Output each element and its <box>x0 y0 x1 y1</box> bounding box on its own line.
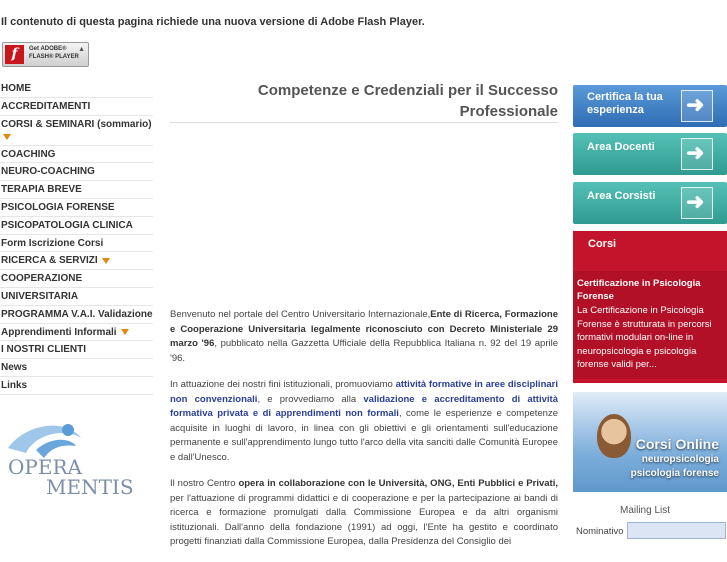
text-run: Benvenuto nel portale del Centro Universitario Internazionale, <box>170 309 431 320</box>
online-subtitle-1: neuropsicologia <box>641 454 719 465</box>
scroll-arrow-icon: ▲ <box>78 46 85 53</box>
nav-programma-vai[interactable] <box>0 306 153 324</box>
opera-mentis-logo[interactable] <box>6 418 134 499</box>
nav-nostri-clienti[interactable] <box>0 341 153 359</box>
intro-paragraph <box>170 308 558 366</box>
nav-label: Form Iscrizione Corsi <box>1 237 104 249</box>
main-content <box>170 308 558 562</box>
nav-label: NEURO-COACHING <box>1 166 95 178</box>
nav-coaching[interactable] <box>0 146 153 164</box>
logo-text-mentis: MENTIS <box>46 475 134 499</box>
nav-accreditamenti[interactable] <box>0 98 153 116</box>
nav-psicopatologia-clinica[interactable] <box>0 217 153 235</box>
nav-label: CORSI & SEMINARI (sommario) <box>1 118 152 130</box>
nav-news[interactable] <box>0 359 153 377</box>
corsi-news-box[interactable] <box>573 231 727 383</box>
nav-terapia-breve[interactable] <box>0 181 153 199</box>
text-run: In attuazione dei nostri fini istituzionali, promuoviamo <box>170 379 396 390</box>
nav-psicologia-forense[interactable] <box>0 199 153 217</box>
nav-label: ACCREDITAMENTI <box>1 100 91 112</box>
corsi-online-banner[interactable] <box>573 392 727 492</box>
nav-links[interactable] <box>0 377 153 395</box>
flash-button-line2: FLASH® PLAYER <box>29 54 79 60</box>
text-run-bold: opera in collaborazione con le Università, ONG, Enti Pubblici e Privati, <box>238 478 558 489</box>
promo-area-docenti[interactable] <box>573 133 727 175</box>
arrow-right-icon: ➜ <box>681 138 713 170</box>
text-run: Il nostro Centro <box>170 478 239 489</box>
nav-form-iscrizione[interactable] <box>0 235 153 253</box>
text-run-bold: Ente di Ricerca, Formazione e Cooperazione Universitaria legalmente riconosciuto con Decreto Ministeriale 29 marzo '96 <box>170 309 559 349</box>
promo-certifica-esperienza[interactable] <box>573 85 727 127</box>
text-run: per l'attuazione di programmi didattici e di cooperazione e per la partecipazione ai bandi di ricerca e formazione promulgati dalla Commissione Europea e da altri organismi istituzionali. Dall'anno della fondazione (1991) ad oggi, l'Ente ha gestito e coordinato progetti finanziati dalla Commissione Europea, dalla Presidenza del Consiglio dei <box>170 492 558 547</box>
nav-label: RICERCA & SERVIZI <box>1 255 98 267</box>
nav-neuro-coaching[interactable] <box>0 163 153 181</box>
nav-apprendimenti-informali[interactable] <box>0 324 153 342</box>
nav-label: News <box>1 362 28 374</box>
nav-home[interactable] <box>0 80 153 98</box>
logo-graphic-icon <box>6 418 134 499</box>
page-title-line1: Competenze e Credenziali per il Successo <box>257 82 558 99</box>
sidebar-nav <box>0 80 153 395</box>
nominativo-label: Nominativo <box>576 526 624 537</box>
nav-label: PSICOPATOLOGIA CLINICA <box>1 219 133 231</box>
promo-label: Area Corsisti <box>587 190 656 202</box>
text-run: , come le esperienze e competenze acquisite in luoghi di lavoro, in linea con gli obiettivi e gli orientamenti sull'educazione permanente e sull'apprendimento lungo tutto l'arco della vita sanciti dalle Comunità Europee e dall'Unesco. <box>170 408 559 463</box>
nav-label: COACHING <box>1 148 56 160</box>
nav-label: PROGRAMMA V.A.I. Validazione <box>1 308 153 320</box>
nav-cooperazione[interactable] <box>0 270 153 288</box>
arrow-right-icon: ➜ <box>681 90 713 122</box>
nav-label: PSICOLOGIA FORENSE <box>1 201 115 213</box>
corsi-description: La Certificazione in Psicologia Forense è strutturata in percorsi formativi modulari on-line in neuropsicologia e psicologia forense validi per... <box>577 305 712 370</box>
mailing-list-title: Mailing List <box>620 505 671 516</box>
get-flash-player-button[interactable] <box>2 42 89 67</box>
link-attivita-formative[interactable]: attività formative in aree disciplinari non convenzionali <box>170 379 558 405</box>
flash-f-icon: f <box>5 45 24 64</box>
nominativo-input[interactable] <box>627 522 726 539</box>
page-title-line2: Professionale <box>459 103 558 120</box>
flash-button-line1: Get ADOBE® <box>29 46 67 52</box>
promo-label: Area Docenti <box>587 141 655 153</box>
collaboration-paragraph <box>170 477 558 550</box>
mission-paragraph <box>170 378 558 465</box>
text-run: , pubblicato nella Gazzetta Ufficiale della Repubblica Italiana n. 92 del 19 aprile '96. <box>170 338 558 364</box>
link-validazione[interactable]: validazione e accreditamento di attività formativa privata e di apprendimenti non formali <box>170 393 558 419</box>
corsi-header: Corsi <box>588 238 617 250</box>
corsi-title-link[interactable]: Certificazione in Psicologia Forense <box>577 278 701 302</box>
nav-universitaria[interactable] <box>0 288 153 306</box>
online-title: Corsi Online <box>635 436 719 452</box>
nav-label: Apprendimenti Informali <box>1 326 117 338</box>
dropdown-caret-icon <box>3 134 11 140</box>
promo-area-corsisti[interactable] <box>573 182 727 224</box>
nav-ricerca-servizi[interactable] <box>0 252 153 270</box>
logo-text-opera: OPERA <box>8 455 82 479</box>
nav-label: UNIVERSITARIA <box>1 290 79 302</box>
title-divider <box>170 122 558 123</box>
nav-label: Links <box>1 379 28 391</box>
page-title <box>168 80 558 122</box>
text-run: , e provvediamo alla <box>257 393 364 405</box>
promo-label: Certifica la tua esperienza <box>587 91 663 116</box>
flash-notice: Il contenuto di questa pagina richiede una nuova versione di Adobe Flash Player. <box>1 16 425 28</box>
online-subtitle-2: psicologia forense <box>630 468 719 479</box>
person-photo <box>597 414 631 458</box>
arrow-right-icon: ➜ <box>681 187 713 219</box>
dropdown-caret-icon <box>121 329 129 335</box>
nav-label: COOPERAZIONE <box>1 273 83 285</box>
dropdown-caret-icon <box>102 258 110 264</box>
nav-corsi-seminari[interactable] <box>0 116 153 146</box>
nav-label: I NOSTRI CLIENTI <box>1 344 86 356</box>
nav-label: TERAPIA BREVE <box>1 184 82 196</box>
nav-label: HOME <box>1 83 31 94</box>
